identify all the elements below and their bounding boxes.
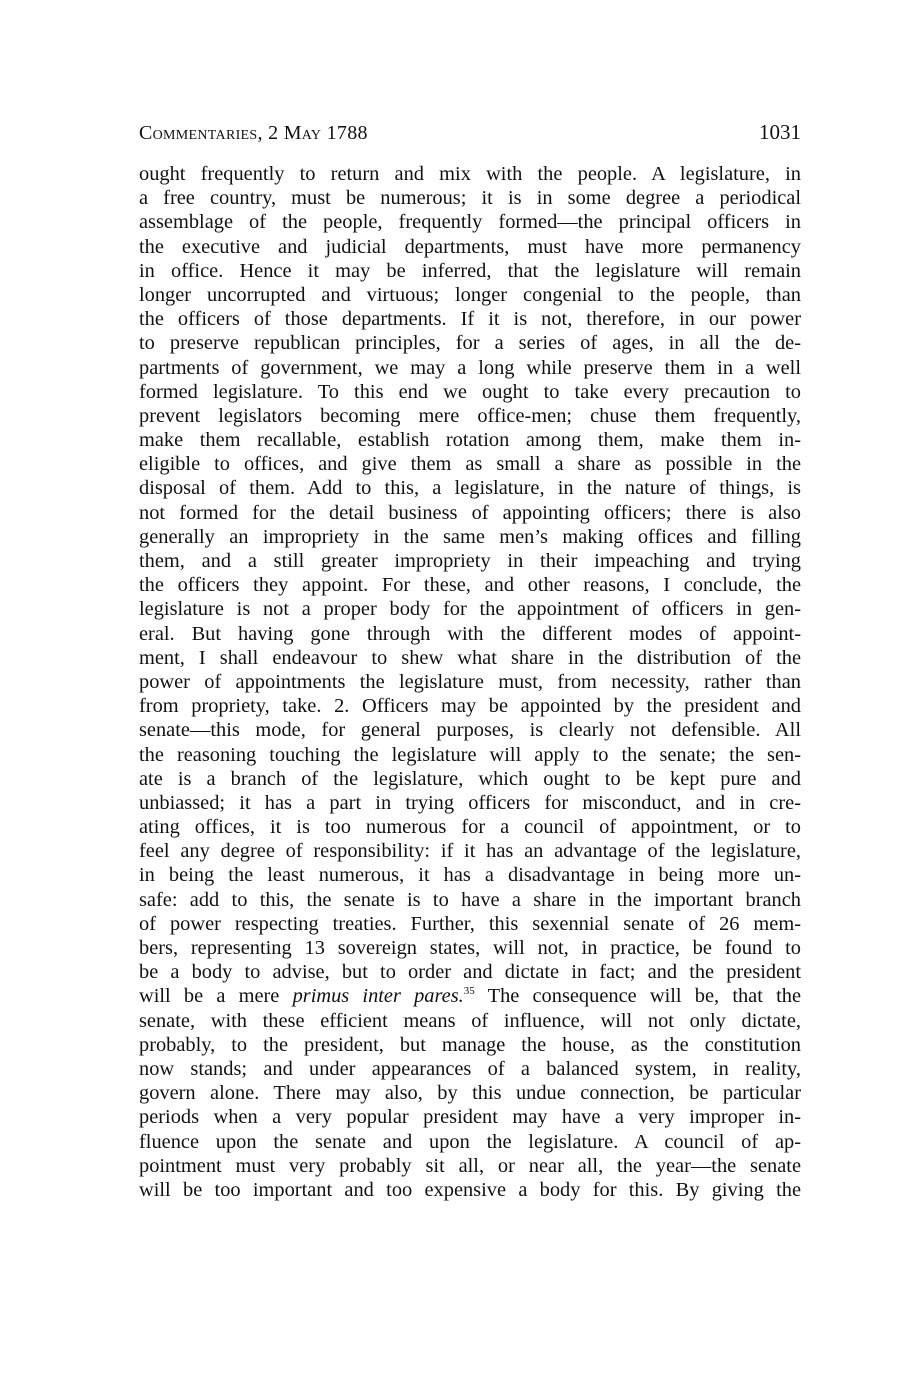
text-line: will be too important and too expensive a body for this. By giving the [139, 1178, 801, 1201]
text-line: probably, to the president, but manage the house, as the constitution [139, 1033, 801, 1056]
text-fragment: will be a mere [139, 985, 293, 1008]
text-line: govern alone. There may also, by this undue connection, be particular [139, 1082, 801, 1105]
text-line: periods when a very popular president may have a very improper in- [139, 1106, 801, 1129]
text-line: longer uncorrupted and virtuous; longer congenial to the people, than [139, 283, 801, 306]
running-title: Commentaries, 2 May 1788 [139, 122, 368, 144]
text-line: the executive and judicial departments, must have more permanency [139, 235, 801, 258]
text-line: now stands; and under appearances of a balanced system, in reality, [139, 1057, 801, 1080]
text-line: of power respecting treaties. Further, this sexennial senate of 26 mem- [139, 912, 801, 935]
text-line: senate, with these efficient means of influence, will not only dictate, [139, 1009, 801, 1032]
text-line: power of appointments the legislature must, from necessity, rather than [139, 670, 801, 693]
text-line: formed legislature. To this end we ought to take every precaution to [139, 380, 801, 403]
text-line: eral. But having gone through with the different modes of appoint- [139, 622, 801, 645]
text-line: ate is a branch of the legislature, which ought to be kept pure and [139, 767, 801, 790]
text-line: eligible to offices, and give them as small a share as possible in the [139, 453, 801, 476]
footnote-marker: 35 [463, 985, 475, 998]
text-line: partments of government, we may a long while preserve them in a well [139, 356, 801, 379]
text-line: the officers of those departments. If it is not, therefore, in our power [139, 308, 801, 331]
text-line: to preserve republican principles, for a series of ages, in all the de- [139, 332, 801, 355]
text-fragment: The consequence will be, that the [474, 985, 802, 1008]
italic-phrase: primus inter pares. [292, 985, 464, 1008]
text-line: safe: add to this, the senate is to have a share in the important branch [139, 888, 801, 911]
text-line: in office. Hence it may be inferred, that the legislature will remain [139, 259, 801, 282]
text-line: them, and a still greater impropriety in their impeaching and trying [139, 550, 801, 572]
text-line-with-italic [139, 984, 801, 1008]
text-line: ment, I shall endeavour to shew what share in the distribution of the [139, 646, 801, 669]
page-number: 1031 [759, 120, 801, 144]
text-line: in being the least numerous, it has a disadvantage in being more un- [139, 864, 801, 887]
text-line: the officers they appoint. For these, and other reasons, I conclude, the [139, 574, 801, 597]
text-line: make them recallable, establish rotation among them, make them in- [139, 429, 801, 452]
text-line: disposal of them. Add to this, a legislature, in the nature of things, is [139, 477, 801, 500]
text-line: unbiassed; it has a part in trying officers for misconduct, and in cre- [139, 791, 801, 814]
text-line: from propriety, take. 2. Officers may be appointed by the president and [139, 695, 801, 718]
running-header [139, 118, 801, 158]
text-line: generally an impropriety in the same men’s making offices and filling [139, 525, 801, 548]
text-line: legislature is not a proper body for the appointment of officers in gen- [139, 598, 801, 621]
text-line: a free country, must be numerous; it is in some degree a periodical [139, 187, 801, 210]
text-line: be a body to advise, but to order and dictate in fact; and the president [139, 961, 801, 984]
text-line: assemblage of the people, frequently formed—the principal officers in [139, 211, 801, 234]
text-line: senate—this mode, for general purposes, is clearly not defensible. All [139, 719, 801, 742]
text-line: ating offices, it is too numerous for a council of appointment, or to [139, 816, 801, 839]
text-line: ought frequently to return and mix with the people. A legislature, in [139, 163, 801, 185]
text-line: not formed for the detail business of appointing officers; there is also [139, 501, 801, 524]
text-line: feel any degree of responsibility: if it has an advantage of the legislature, [139, 840, 801, 863]
body-text [139, 162, 801, 1202]
document-page [139, 118, 801, 1202]
text-line: pointment must very probably sit all, or near all, the year—the senate [139, 1154, 801, 1177]
text-line: the reasoning touching the legislature will apply to the senate; the sen- [139, 743, 801, 766]
text-line: bers, representing 13 sovereign states, will not, in practice, be found to [139, 937, 801, 959]
text-line: fluence upon the senate and upon the legislature. A council of ap- [139, 1130, 801, 1153]
text-line: prevent legislators becoming mere office-men; chuse them frequently, [139, 404, 801, 427]
